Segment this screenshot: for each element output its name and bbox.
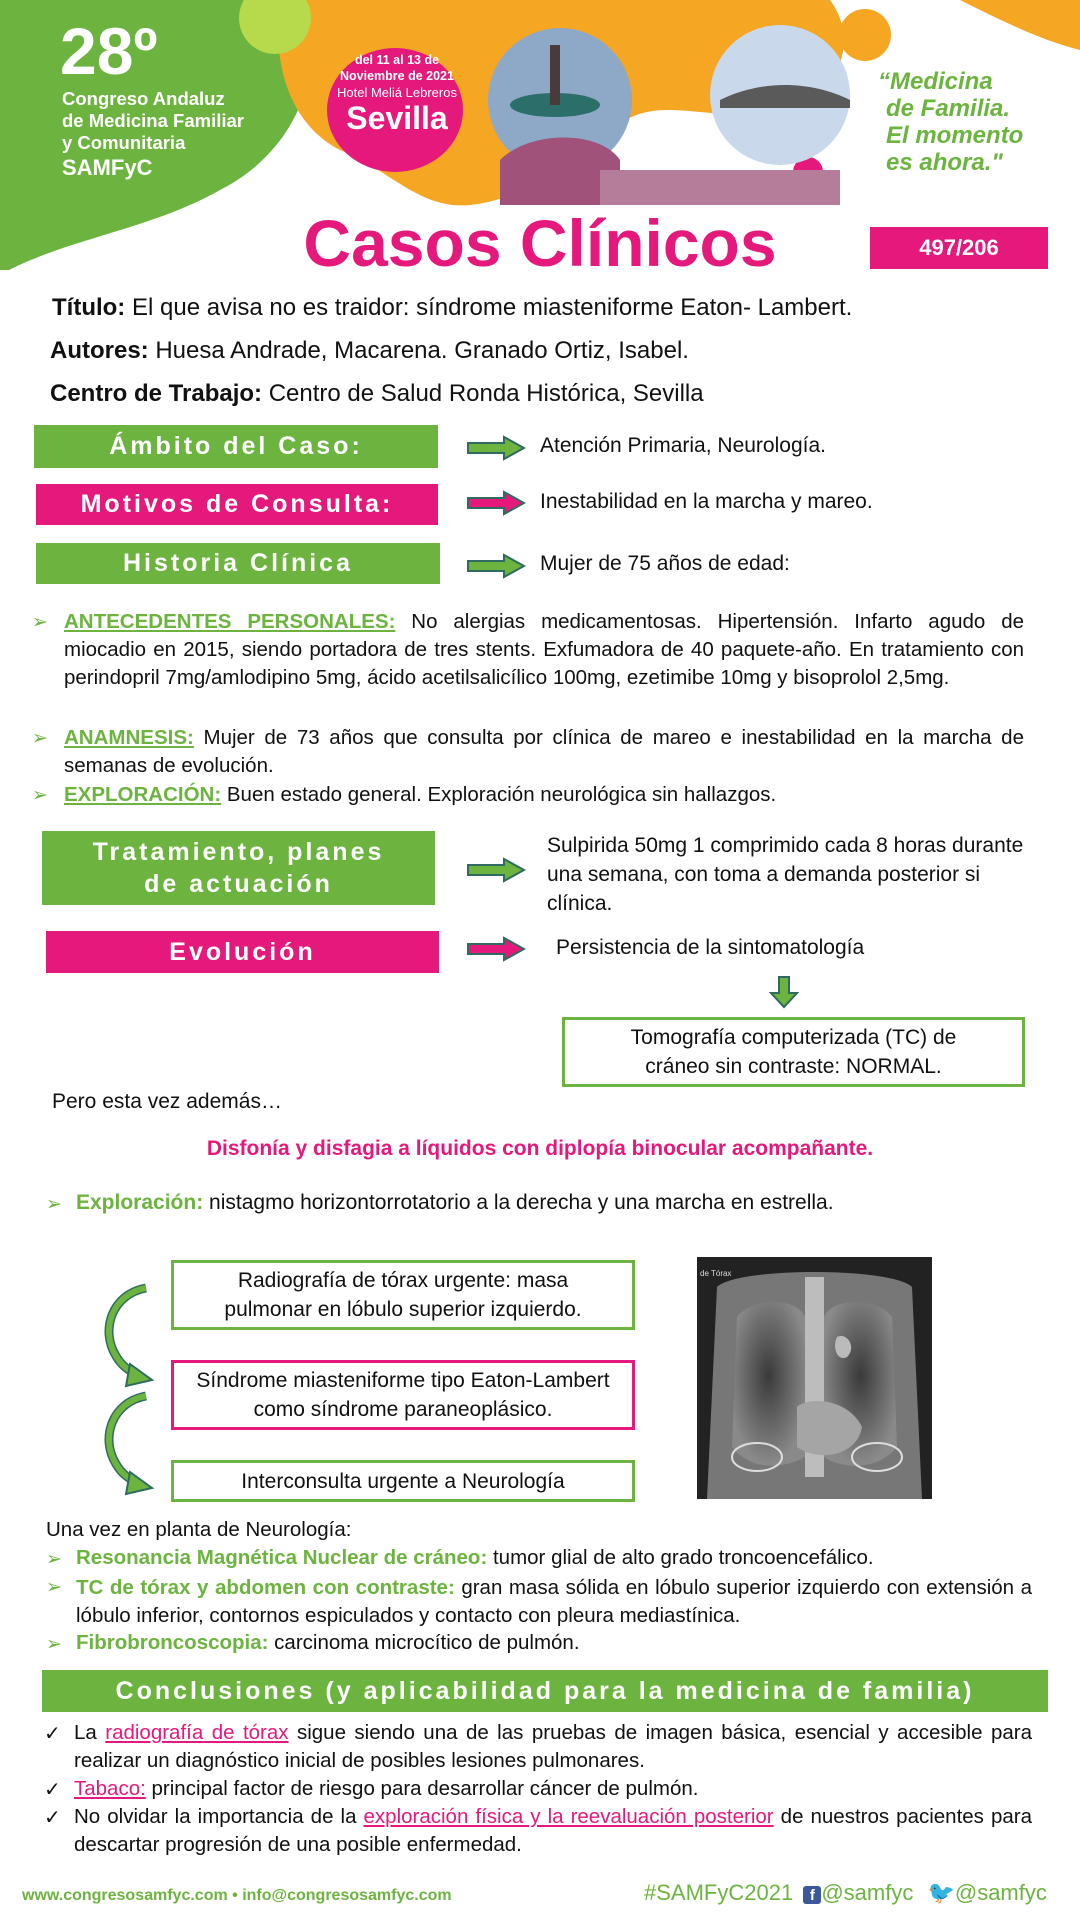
edition-number: 28º — [60, 14, 158, 88]
curved-arrow-icon — [96, 1282, 156, 1390]
twitter-icon: 🐦 — [927, 1880, 955, 1905]
anamnesis-text: Mujer de 73 años que consulta por clínica de mareo e inestabilidad en la marcha de semanas de evolución. — [64, 726, 1024, 777]
fibro-row — [76, 1631, 580, 1655]
exploracion-label: EXPLORACIÓN: — [64, 783, 222, 806]
highlight-symptoms: Disfonía y disfagia a líquidos con diplopía binocular acompañante. — [206, 1137, 874, 1160]
arrow-right-icon — [466, 857, 526, 883]
xray-drawing — [697, 1257, 932, 1499]
venue: Hotel Meliá Lebreros — [337, 85, 457, 100]
congress-name — [62, 88, 244, 182]
arrow-right-icon — [466, 936, 526, 962]
conclusion-2-link[interactable]: Tabaco: — [74, 1777, 146, 1800]
footer-facebook[interactable]: @samfyc — [821, 1880, 914, 1905]
centro-value: Centro de Salud Ronda Histórica, Sevilla — [268, 380, 704, 407]
conclusion-3-post: de nuestros pacientes para descartar progresión de una posible enfermedad. — [74, 1805, 1033, 1856]
flow-box-sindrome: Síndrome miasteniforme tipo Eaton-Lambert como síndrome paraneoplásico. — [171, 1360, 635, 1430]
curved-arrow-icon — [96, 1390, 156, 1498]
titulo-label: Título: — [52, 294, 126, 321]
slogan-line-3: El momento — [886, 122, 1024, 149]
dates-badge — [322, 52, 472, 135]
exploracion-text: Buen estado general. Exploración neurológica sin hallazgos. — [221, 783, 777, 806]
conclusion-1-link[interactable]: radiografía de tórax — [105, 1721, 289, 1744]
exploracion-2-text: nistagmo horizontorrotatorio a la derecha y una marcha en estrella. — [203, 1191, 834, 1214]
footer-web[interactable]: www.congresosamfyc.com • info@congresosamfyc.com — [22, 1887, 452, 1904]
rmn-text: tumor glial de alto grado troncoencefálico. — [487, 1546, 874, 1569]
congress-line-1: Congreso Andaluz — [62, 88, 225, 109]
titulo-value: El que avisa no es traidor: síndrome miasteniforme Eaton- Lambert. — [131, 294, 853, 321]
autores-row — [50, 337, 689, 365]
conclusion-1-pre: La — [74, 1721, 106, 1744]
conclusion-3-link[interactable]: exploración física y la reevaluación posterior — [363, 1805, 774, 1828]
autores-label: Autores: — [50, 337, 149, 364]
bullet-arrow-icon: ➢ — [32, 612, 48, 633]
arrow-right-icon — [466, 490, 526, 516]
neuro-intro: Una vez en planta de Neurología: — [46, 1518, 352, 1541]
evolucion-value: Persistencia de la sintomatología — [556, 936, 865, 959]
tratamiento-value: Sulpirida 50mg 1 comprimido cada 8 horas durante una semana, con toma a demanda posterior si clínica. — [547, 834, 1024, 915]
exploracion-2-label: Exploración: — [76, 1191, 204, 1214]
conclusion-1 — [74, 1719, 1032, 1775]
rmn-row — [76, 1546, 874, 1570]
congress-org: SAMFyC — [62, 155, 153, 180]
ambito-value: Atención Primaria, Neurología. — [540, 434, 826, 457]
flow-box-radiografia: Radiografía de tórax urgente: masa pulmonar en lóbulo superior izquierdo. — [171, 1260, 635, 1330]
dates-line-2: Noviembre de 2021 — [340, 69, 454, 83]
historia-label: Historia Clínica — [36, 543, 440, 584]
chest-xray-image — [697, 1257, 932, 1499]
antecedentes-paragraph — [64, 608, 1024, 692]
exploracion-2-row — [76, 1191, 834, 1215]
check-icon: ✓ — [44, 1807, 61, 1829]
footer-hashtag[interactable]: #SAMFyC2021 — [644, 1880, 794, 1905]
bullet-arrow-icon: ➢ — [46, 1634, 62, 1655]
centro-row — [50, 380, 704, 408]
slogan — [878, 68, 1023, 176]
rmn-label: Resonancia Magnética Nuclear de cráneo: — [76, 1546, 488, 1569]
dates-line-1: del 11 al 13 de — [354, 53, 440, 67]
tc-torax-row — [76, 1574, 1032, 1630]
bullet-arrow-icon: ➢ — [46, 1549, 62, 1570]
evolucion-label: Evolución — [46, 931, 439, 973]
conclusion-3-pre: No olvidar la importancia de la — [74, 1805, 364, 1828]
antecedentes-label: ANTECEDENTES PERSONALES: — [64, 610, 396, 633]
bullet-arrow-icon: ➢ — [32, 728, 48, 749]
ambito-label: Ámbito del Caso: — [34, 425, 438, 468]
titulo-row — [52, 294, 852, 322]
tc-result-box: Tomografía computerizada (TC) de cráneo sin contraste: NORMAL. — [562, 1017, 1025, 1087]
bullet-arrow-icon: ➢ — [46, 1577, 62, 1598]
arrow-down-icon — [769, 975, 799, 1009]
anamnesis-label: ANAMNESIS: — [64, 726, 194, 749]
check-icon: ✓ — [44, 1779, 61, 1801]
xray-label: de Tórax — [700, 1269, 732, 1278]
conclusions-header: Conclusiones (y aplicabilidad para la medicina de familia) — [42, 1670, 1048, 1712]
conclusion-2 — [74, 1775, 1032, 1803]
congress-line-3: y Comunitaria — [62, 132, 186, 153]
historia-value: Mujer de 75 años de edad: — [540, 552, 790, 575]
motivos-label: Motivos de Consulta: — [36, 484, 438, 525]
facebook-icon: f — [803, 1886, 821, 1904]
slogan-line-1: “Medicina — [878, 68, 993, 95]
motivos-value: Inestabilidad en la marcha y mareo. — [540, 490, 873, 513]
conclusion-2-post: principal factor de riesgo para desarrollar cáncer de pulmón. — [145, 1777, 699, 1800]
slogan-line-2: de Familia. — [886, 95, 1011, 122]
flow-box-interconsulta: Interconsulta urgente a Neurología — [171, 1460, 635, 1502]
slogan-line-4: es ahora." — [886, 149, 1003, 176]
footer-social — [644, 1880, 1047, 1906]
tratamiento-label-line-1: Tratamiento, planes — [92, 838, 385, 866]
anamnesis-paragraph — [64, 724, 1024, 780]
tc-torax-text: gran masa sólida en lóbulo superior izquierdo con extensión a lóbulo inferior, contornos espiculados y contacto con pleura mediastínica. — [76, 1576, 1033, 1627]
page-title: Casos Clínicos — [303, 206, 777, 280]
conclusion-1-post: sigue siendo una de las pruebas de imagen básica, esencial y accesible para realizar un diagnóstico inicial de posibles lesiones pulmonares. — [74, 1721, 1032, 1772]
arrow-right-icon — [466, 435, 526, 461]
city: Sevilla — [346, 100, 448, 136]
tc-torax-label: TC de tórax y abdomen con contraste: — [76, 1576, 455, 1599]
bullet-arrow-icon: ➢ — [46, 1194, 62, 1215]
footer-twitter[interactable]: @samfyc — [954, 1880, 1047, 1905]
fibro-text: carcinoma microcítico de pulmón. — [268, 1631, 580, 1654]
bullet-arrow-icon: ➢ — [32, 785, 48, 806]
tratamiento-label — [42, 831, 435, 905]
exploracion-paragraph — [64, 781, 1024, 809]
arrow-right-icon — [466, 553, 526, 579]
antecedentes-text: No alergias medicamentosas. Hipertensión. Infarto agudo de miocadio en 2015, siendo portadora de tres stents. Exfumadora de 40 paquete-año. En tratamiento con perindopril 7mg/amlodipino 5mg, ácido acetilsalicílico 100mg, ezetimibe 10mg y bisoprolol 2,5mg. — [64, 610, 1024, 689]
conclusion-3 — [74, 1803, 1032, 1859]
pero-text: Pero esta vez además… — [52, 1090, 282, 1113]
tratamiento-label-line-2: de actuación — [144, 870, 333, 898]
centro-label: Centro de Trabajo: — [50, 380, 263, 407]
fibro-label: Fibrobroncoscopia: — [76, 1631, 269, 1654]
congress-line-2: de Medicina Familiar — [62, 110, 244, 131]
case-id-badge: 497/206 — [870, 227, 1048, 269]
check-icon: ✓ — [44, 1723, 61, 1745]
autores-value: Huesa Andrade, Macarena. Granado Ortiz, Isabel. — [155, 337, 689, 364]
